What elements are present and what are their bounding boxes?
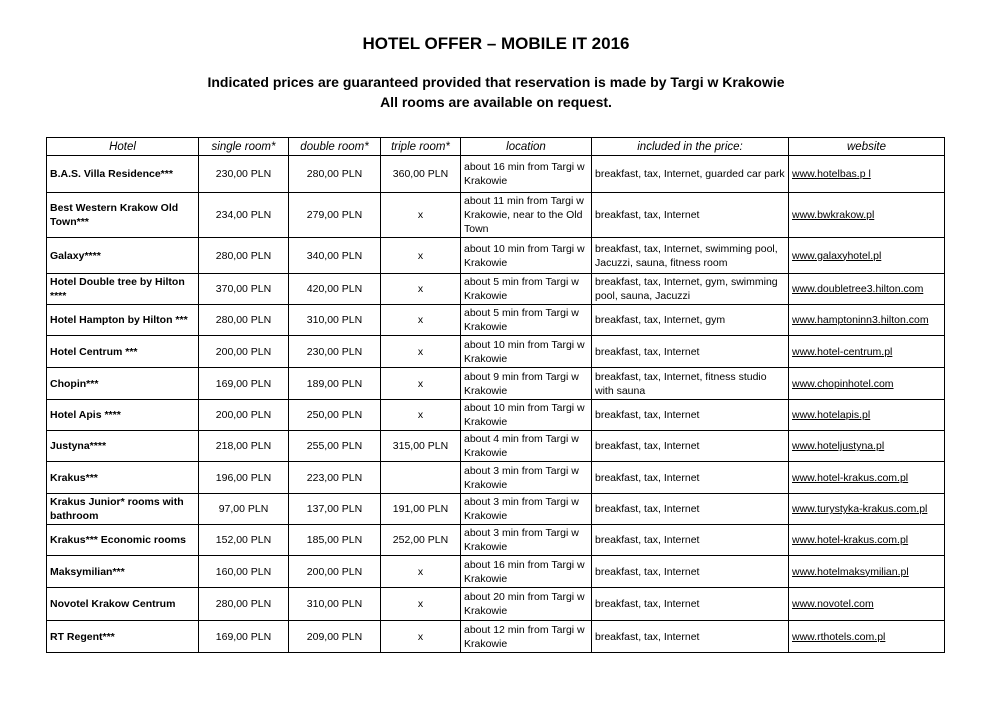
single-price-cell: 97,00 PLN xyxy=(199,494,289,525)
triple-price-cell: x xyxy=(381,336,461,368)
double-price-cell: 279,00 PLN xyxy=(289,193,381,238)
included-cell: breakfast, tax, Internet, gym xyxy=(592,305,789,336)
website-link[interactable]: www.hamptoninn3.hilton.com xyxy=(792,314,929,326)
location-cell: about 5 min from Targi w Krakowie xyxy=(461,274,592,305)
single-price-cell: 280,00 PLN xyxy=(199,305,289,336)
website-link[interactable]: www.chopinhotel.com xyxy=(792,377,894,390)
website-cell xyxy=(789,305,945,336)
location-cell: about 11 min from Targi w Krakowie, near to the Old Town xyxy=(461,193,592,238)
hotel-name-cell: B.A.S. Villa Residence*** xyxy=(47,156,199,193)
location-cell: about 3 min from Targi w Krakowie xyxy=(461,525,592,556)
website-cell xyxy=(789,156,945,193)
hotel-name-cell: Galaxy**** xyxy=(47,238,199,274)
double-price-cell: 255,00 PLN xyxy=(289,431,381,462)
triple-price-cell xyxy=(381,462,461,494)
website-link[interactable]: www.hotelbas.p l xyxy=(792,168,871,180)
website-link[interactable]: www.hotelapis.pl xyxy=(792,409,871,421)
header-double-room: double room* xyxy=(289,138,381,156)
double-price-cell: 137,00 PLN xyxy=(289,494,381,525)
website-cell xyxy=(789,462,945,494)
website-link[interactable]: www.hotel-centrum.pl xyxy=(792,345,893,358)
website-link[interactable]: www.bwkrakow.pl xyxy=(792,209,875,221)
included-cell: breakfast, tax, Internet xyxy=(592,336,789,368)
website-cell xyxy=(789,193,945,238)
single-price-cell: 200,00 PLN xyxy=(199,336,289,368)
double-price-cell: 310,00 PLN xyxy=(289,305,381,336)
website-cell xyxy=(789,431,945,462)
included-cell: breakfast, tax, Internet, swimming pool, Jacuzzi, sauna, fitness room xyxy=(592,238,789,274)
location-cell: about 16 min from Targi w Krakowie xyxy=(461,556,592,588)
triple-price-cell: x xyxy=(381,368,461,400)
table-row xyxy=(47,588,945,621)
hotel-name-cell: Justyna**** xyxy=(47,431,199,462)
hotel-name-cell: Krakus Junior* rooms with bathroom xyxy=(47,494,199,525)
website-link[interactable]: www.rthotels.com.pl xyxy=(792,630,886,643)
subtitle-availability: All rooms are available on request. xyxy=(380,94,612,110)
double-price-cell: 310,00 PLN xyxy=(289,588,381,621)
website-cell xyxy=(789,494,945,525)
table-row xyxy=(47,462,945,494)
included-cell: breakfast, tax, Internet xyxy=(592,462,789,494)
included-cell: breakfast, tax, Internet xyxy=(592,193,789,238)
single-price-cell: 169,00 PLN xyxy=(199,621,289,653)
triple-price-cell: x xyxy=(381,305,461,336)
triple-price-cell: x xyxy=(381,400,461,431)
single-price-cell: 230,00 PLN xyxy=(199,156,289,193)
included-cell: breakfast, tax, Internet xyxy=(592,494,789,525)
hotel-name-cell: Maksymilian*** xyxy=(47,556,199,588)
location-cell: about 16 min from Targi w Krakowie xyxy=(461,156,592,193)
table-row xyxy=(47,156,945,193)
hotel-name-cell: Chopin*** xyxy=(47,368,199,400)
table-row xyxy=(47,400,945,431)
included-cell: breakfast, tax, Internet, gym, swimming pool, sauna, Jacuzzi xyxy=(592,274,789,305)
table-row xyxy=(47,336,945,368)
header-triple-room: triple room* xyxy=(381,138,461,156)
double-price-cell: 223,00 PLN xyxy=(289,462,381,494)
location-cell: about 3 min from Targi w Krakowie xyxy=(461,494,592,525)
triple-price-cell: x xyxy=(381,238,461,274)
table-row xyxy=(47,305,945,336)
website-link[interactable]: www.hoteljustyna.pl xyxy=(792,440,885,452)
double-price-cell: 250,00 PLN xyxy=(289,400,381,431)
website-link[interactable]: www.turystyka-krakus.com.pl xyxy=(792,503,928,515)
hotel-name-cell: Hotel Apis **** xyxy=(47,400,199,431)
table-row xyxy=(47,556,945,588)
table-row xyxy=(47,431,945,462)
single-price-cell: 370,00 PLN xyxy=(199,274,289,305)
double-price-cell: 280,00 PLN xyxy=(289,156,381,193)
website-cell xyxy=(789,274,945,305)
website-link[interactable]: www.novotel.com xyxy=(792,598,874,610)
triple-price-cell: x xyxy=(381,556,461,588)
double-price-cell: 230,00 PLN xyxy=(289,336,381,368)
website-cell xyxy=(789,400,945,431)
triple-price-cell: x xyxy=(381,274,461,305)
website-cell xyxy=(789,588,945,621)
table-row xyxy=(47,368,945,400)
single-price-cell: 152,00 PLN xyxy=(199,525,289,556)
single-price-cell: 196,00 PLN xyxy=(199,462,289,494)
hotel-name-cell: Novotel Krakow Centrum xyxy=(47,588,199,621)
location-cell: about 12 min from Targi w Krakowie xyxy=(461,621,592,653)
table-row xyxy=(47,494,945,525)
hotel-name-cell: Krakus*** Economic rooms xyxy=(47,525,199,556)
double-price-cell: 340,00 PLN xyxy=(289,238,381,274)
triple-price-cell: 191,00 PLN xyxy=(381,494,461,525)
website-link[interactable]: www.hotel-krakus.com.pl xyxy=(792,471,909,484)
location-cell: about 5 min from Targi w Krakowie xyxy=(461,305,592,336)
triple-price-cell: 360,00 PLN xyxy=(381,156,461,193)
triple-price-cell: x xyxy=(381,588,461,621)
website-cell xyxy=(789,525,945,556)
included-cell: breakfast, tax, Internet xyxy=(592,431,789,462)
triple-price-cell: 315,00 PLN xyxy=(381,431,461,462)
single-price-cell: 200,00 PLN xyxy=(199,400,289,431)
page-title: HOTEL OFFER – MOBILE IT 2016 xyxy=(362,34,630,53)
included-cell: breakfast, tax, Internet xyxy=(592,525,789,556)
website-cell xyxy=(789,368,945,400)
double-price-cell: 185,00 PLN xyxy=(289,525,381,556)
single-price-cell: 280,00 PLN xyxy=(199,588,289,621)
website-cell xyxy=(789,336,945,368)
double-price-cell: 189,00 PLN xyxy=(289,368,381,400)
hotel-name-cell: Krakus*** xyxy=(47,462,199,494)
triple-price-cell: 252,00 PLN xyxy=(381,525,461,556)
location-cell: about 10 min from Targi w Krakowie xyxy=(461,238,592,274)
website-link[interactable]: www.galaxyhotel.pl xyxy=(792,249,882,262)
hotel-name-cell: Best Western Krakow Old Town*** xyxy=(47,193,199,238)
included-cell: breakfast, tax, Internet, fitness studio with sauna xyxy=(592,368,789,400)
location-cell: about 4 min from Targi w Krakowie xyxy=(461,431,592,462)
included-cell: breakfast, tax, Internet xyxy=(592,556,789,588)
hotel-name-cell: Hotel Centrum *** xyxy=(47,336,199,368)
double-price-cell: 209,00 PLN xyxy=(289,621,381,653)
table-row xyxy=(47,238,945,274)
table-row xyxy=(47,274,945,305)
triple-price-cell: x xyxy=(381,193,461,238)
double-price-cell: 200,00 PLN xyxy=(289,556,381,588)
website-link[interactable]: www.hotelmaksymilian.pl xyxy=(792,565,909,578)
included-cell: breakfast, tax, Internet xyxy=(592,400,789,431)
location-cell: about 9 min from Targi w Krakowie xyxy=(461,368,592,400)
header-hotel: Hotel xyxy=(47,138,199,156)
single-price-cell: 160,00 PLN xyxy=(199,556,289,588)
double-price-cell: 420,00 PLN xyxy=(289,274,381,305)
subtitle-guarantee: Indicated prices are guaranteed provided that reservation is made by Targi w Krakowie xyxy=(207,74,785,90)
single-price-cell: 169,00 PLN xyxy=(199,368,289,400)
location-cell: about 10 min from Targi w Krakowie xyxy=(461,336,592,368)
included-cell: breakfast, tax, Internet xyxy=(592,621,789,653)
hotel-name-cell: RT Regent*** xyxy=(47,621,199,653)
header-website: website xyxy=(789,138,945,156)
website-cell xyxy=(789,556,945,588)
location-cell: about 3 min from Targi w Krakowie xyxy=(461,462,592,494)
header-single-room: single room* xyxy=(199,138,289,156)
table-row xyxy=(47,525,945,556)
location-cell: about 20 min from Targi w Krakowie xyxy=(461,588,592,621)
website-cell xyxy=(789,621,945,653)
website-link[interactable]: www.hotel-krakus.com.pl xyxy=(792,534,909,546)
hotel-name-cell: Hotel Hampton by Hilton *** xyxy=(47,305,199,336)
single-price-cell: 218,00 PLN xyxy=(199,431,289,462)
website-link[interactable]: www.doubletree3.hilton.com xyxy=(792,283,924,295)
table-header-row xyxy=(47,138,945,156)
included-cell: breakfast, tax, Internet, guarded car park xyxy=(592,156,789,193)
included-cell: breakfast, tax, Internet xyxy=(592,588,789,621)
header-included: included in the price: xyxy=(592,138,789,156)
hotel-offer-table xyxy=(46,137,945,653)
single-price-cell: 280,00 PLN xyxy=(199,238,289,274)
hotel-name-cell: Hotel Double tree by Hilton **** xyxy=(47,274,199,305)
website-cell xyxy=(789,238,945,274)
header-location: location xyxy=(461,138,592,156)
table-row xyxy=(47,193,945,238)
table-row xyxy=(47,621,945,653)
single-price-cell: 234,00 PLN xyxy=(199,193,289,238)
triple-price-cell: x xyxy=(381,621,461,653)
location-cell: about 10 min from Targi w Krakowie xyxy=(461,400,592,431)
